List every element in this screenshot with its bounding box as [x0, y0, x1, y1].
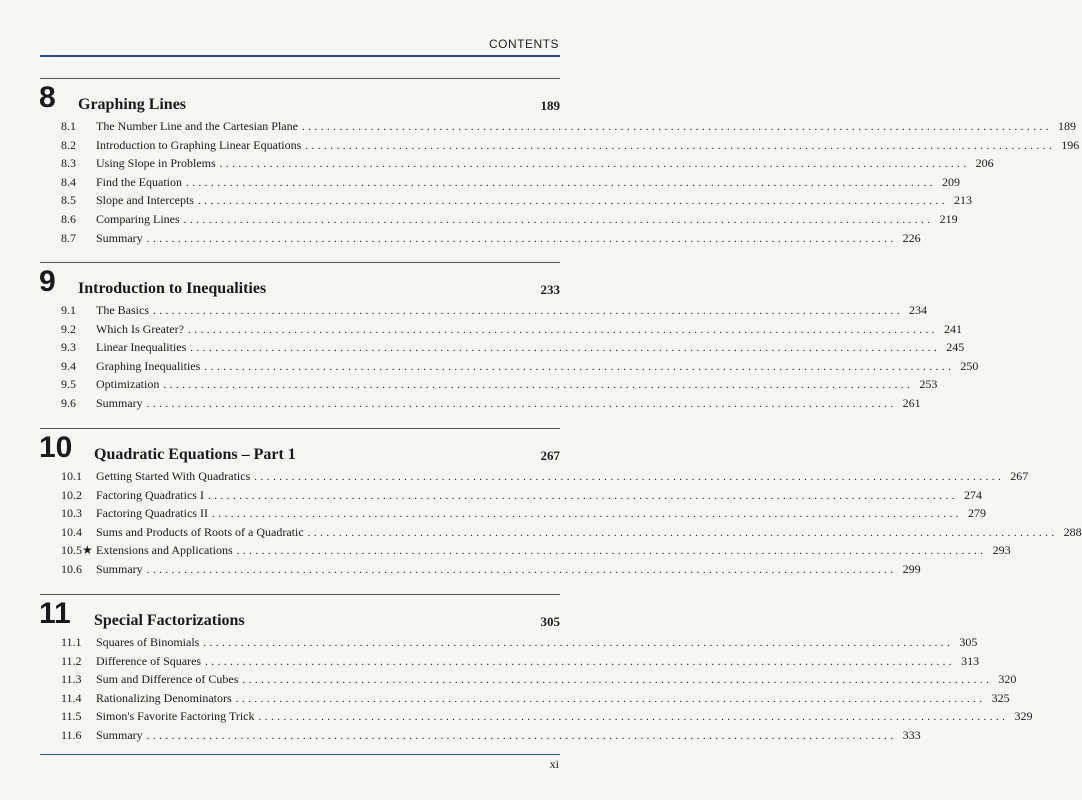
entry-body	[96, 338, 965, 358]
section-title: Difference of Squares	[96, 653, 202, 668]
section-title: Factoring Quadratics II	[96, 506, 208, 521]
section-page: 226	[902, 230, 921, 245]
chapter-9	[39, 262, 979, 413]
section-number: 8.1	[61, 119, 76, 133]
toc-entry	[40, 375, 938, 394]
chapter-11	[39, 594, 1033, 745]
section-number: 8.4	[61, 174, 76, 189]
section-page: 261	[902, 395, 921, 410]
section-title: Sums and Products of Roots of a Quadratic	[96, 524, 304, 539]
section-page: 329	[1014, 709, 1033, 724]
chapter-heading	[40, 83, 560, 117]
section-number: 8.2	[61, 137, 76, 152]
chapter-8	[39, 78, 1080, 247]
running-header: CONTENTS	[489, 37, 559, 51]
toc-entry	[40, 670, 1017, 689]
section-page: 253	[919, 377, 938, 392]
entry-body	[96, 154, 994, 174]
toc-entry	[40, 154, 994, 173]
chapter-title: Quadratic Equations – Part 1	[94, 446, 296, 463]
chapter-rule	[40, 594, 560, 595]
dot-leader: ........................................................................................................................	[146, 232, 897, 245]
dot-leader: ........................................................................................................................	[205, 655, 956, 668]
section-title: Summary	[96, 727, 143, 742]
chapter-heading	[40, 599, 560, 633]
section-page: 213	[953, 193, 972, 208]
section-title: Introduction to Graphing Linear Equations	[96, 137, 302, 152]
section-list	[40, 633, 1033, 745]
chapter-number: 9	[39, 265, 56, 298]
entry-body	[96, 117, 1076, 137]
section-number: 10.4	[61, 524, 82, 539]
section-page: 219	[939, 211, 958, 226]
dot-leader: ........................................................................................................................	[236, 545, 987, 558]
section-number: 9.5	[61, 377, 76, 392]
toc-entry	[40, 173, 960, 192]
toc-entry	[40, 523, 1082, 542]
toc-entry	[40, 689, 1010, 708]
section-page: 313	[961, 653, 980, 668]
chapter-page: 233	[540, 282, 560, 297]
chapter-heading	[40, 267, 560, 301]
section-page: 279	[967, 506, 986, 521]
entry-body	[96, 210, 958, 230]
entry-body	[96, 467, 1029, 487]
toc-entry	[40, 726, 921, 745]
section-title: Rationalizing Denominators	[96, 690, 232, 705]
section-title: Factoring Quadratics I	[96, 487, 204, 502]
toc-entry	[40, 191, 972, 210]
section-number: 11.2	[61, 653, 82, 668]
section-page: 274	[963, 487, 982, 502]
section-number: 9.4	[61, 358, 76, 373]
dot-leader: ........................................................................................................................	[183, 213, 934, 226]
dot-leader: ........................................................................................................................	[186, 176, 936, 189]
toc-entry	[40, 707, 1033, 726]
dot-leader: ........................................................................................................................	[146, 563, 897, 576]
section-number: 10.5★	[61, 543, 93, 558]
dot-leader: ........................................................................................................................	[204, 360, 955, 373]
chapter-page: 267	[540, 448, 560, 463]
chapter-rule	[40, 262, 560, 263]
section-title: Getting Started With Quadratics	[96, 469, 251, 483]
entry-body	[96, 523, 1082, 543]
toc-entry	[40, 117, 1076, 136]
dot-leader: ........................................................................................................................	[219, 158, 970, 171]
chapter-number: 11	[39, 597, 71, 630]
toc-entry	[40, 504, 986, 523]
chapter-10	[39, 428, 1082, 579]
dot-leader: ........................................................................................................................	[197, 195, 948, 208]
dot-leader: ........................................................................................................................	[146, 397, 897, 410]
entry-body	[96, 541, 1011, 561]
section-page: 241	[943, 321, 962, 336]
entry-body	[96, 375, 938, 395]
dot-leader: ........................................................................................................................	[211, 508, 962, 521]
entry-body	[96, 486, 982, 506]
section-title: Summary	[96, 561, 143, 576]
section-number: 8.7	[61, 230, 76, 245]
chapter-title: Introduction to Inequalities	[78, 280, 267, 297]
section-title: Graphing Inequalities	[96, 358, 201, 373]
entry-body	[96, 504, 986, 524]
toc-entry	[40, 467, 1029, 486]
toc-entry	[40, 652, 980, 671]
toc-entry	[40, 560, 921, 579]
entry-body	[96, 357, 979, 377]
section-number: 8.3	[61, 156, 76, 171]
section-title: Summary	[96, 230, 143, 245]
section-title: Optimization	[96, 377, 160, 392]
toc-entry	[40, 301, 927, 320]
section-number: 9.6	[61, 395, 76, 410]
chapter-rule	[40, 428, 560, 429]
entry-body	[96, 726, 921, 746]
section-number: 8.5	[61, 193, 76, 208]
toc-entry	[40, 320, 962, 339]
section-number: 9.3	[61, 340, 76, 355]
section-title: The Number Line and the Cartesian Plane	[96, 119, 298, 133]
footer-rule	[40, 754, 560, 755]
section-title: Comparing Lines	[96, 211, 180, 226]
page-number: xi	[549, 757, 559, 771]
section-number: 10.2	[61, 487, 82, 502]
section-title: Sum and Difference of Cubes	[96, 672, 239, 687]
section-list	[40, 117, 1080, 247]
entry-body	[96, 394, 921, 414]
chapter-number: 10	[39, 431, 73, 464]
section-number: 9.2	[61, 321, 76, 336]
dot-leader: ........................................................................................................................	[190, 342, 941, 355]
dot-leader: ........................................................................................................................	[258, 711, 1009, 724]
dot-leader: ........................................................................................................................	[305, 139, 1056, 152]
dot-leader: ........................................................................................................................	[235, 692, 986, 705]
section-page: 189	[1057, 119, 1076, 133]
section-number: 11.3	[61, 672, 82, 687]
dot-leader: ........................................................................................................................	[163, 379, 914, 392]
dot-leader: ........................................................................................................................	[203, 637, 954, 649]
section-page: 250	[960, 358, 979, 373]
entry-body	[96, 652, 980, 672]
chapter-number: 8	[39, 81, 56, 114]
section-title: Summary	[96, 395, 143, 410]
section-title: Extensions and Applications	[96, 543, 233, 558]
section-page: 245	[946, 340, 965, 355]
section-number: 11.6	[61, 727, 82, 742]
section-page: 196	[1061, 137, 1080, 152]
section-title: Linear Inequalities	[96, 340, 187, 355]
section-number: 9.1	[61, 303, 76, 317]
section-page: 209	[942, 174, 960, 189]
section-page: 305	[959, 635, 978, 649]
section-page: 299	[902, 561, 921, 576]
chapter-rule	[40, 78, 560, 79]
section-page: 293	[992, 543, 1011, 558]
dot-leader: ........................................................................................................................	[146, 729, 897, 742]
section-title: Using Slope in Problems	[96, 156, 216, 171]
entry-body	[96, 136, 1080, 156]
section-number: 10.6	[61, 561, 82, 576]
section-title: Simon's Favorite Factoring Trick	[96, 709, 255, 724]
section-number: 10.3	[61, 506, 82, 521]
dot-leader: ........................................................................................................................	[242, 674, 993, 687]
dot-leader: ........................................................................................................................	[301, 121, 1052, 133]
dot-leader: ........................................................................................................................	[153, 305, 903, 317]
section-title: The Basics	[96, 303, 149, 317]
entry-body	[96, 689, 1010, 709]
chapter-title: Special Factorizations	[94, 612, 245, 629]
chapter-title: Graphing Lines	[78, 96, 187, 113]
toc-entry	[40, 229, 921, 248]
section-page: 267	[1010, 469, 1029, 483]
entry-body	[96, 320, 962, 340]
section-number: 11.4	[61, 690, 82, 705]
toc-entry	[40, 486, 982, 505]
entry-body	[96, 191, 972, 211]
header-rule	[40, 55, 560, 57]
toc-entry	[40, 136, 1080, 155]
dot-leader: ........................................................................................................................	[307, 526, 1058, 539]
section-number: 11.1	[61, 635, 82, 649]
section-page: 206	[975, 156, 994, 171]
entry-body	[96, 560, 921, 580]
toc-entry	[40, 541, 1011, 560]
section-number: 11.5	[61, 709, 82, 724]
chapter-page: 305	[540, 614, 560, 629]
section-page: 325	[991, 690, 1010, 705]
entry-body	[96, 670, 1017, 690]
entry-body	[96, 229, 921, 249]
toc-entry	[40, 338, 965, 357]
chapter-page: 189	[540, 98, 560, 113]
section-title: Slope and Intercepts	[96, 193, 194, 208]
toc-entry	[40, 633, 978, 652]
dot-leader: ........................................................................................................................	[254, 471, 1005, 483]
section-title: Find the Equation	[96, 174, 182, 189]
dot-leader: ........................................................................................................................	[187, 323, 938, 336]
section-number: 8.6	[61, 211, 76, 226]
toc-entry	[40, 357, 979, 376]
section-page: 320	[998, 672, 1017, 687]
entry-body	[96, 173, 960, 193]
chapter-heading	[40, 433, 560, 467]
section-title: Which Is Greater?	[96, 321, 184, 336]
section-title: Squares of Binomials	[96, 635, 200, 649]
toc-entry	[40, 394, 921, 413]
toc-entry	[40, 210, 958, 229]
section-page: 234	[909, 303, 927, 317]
section-list	[40, 467, 1082, 579]
entry-body	[96, 707, 1033, 727]
section-number: 10.1	[61, 469, 82, 483]
entry-body	[96, 633, 978, 653]
entry-body	[96, 301, 927, 321]
section-page: 333	[902, 727, 921, 742]
dot-leader: ........................................................................................................................	[207, 489, 958, 502]
section-list	[40, 301, 979, 413]
section-page: 288	[1063, 524, 1082, 539]
